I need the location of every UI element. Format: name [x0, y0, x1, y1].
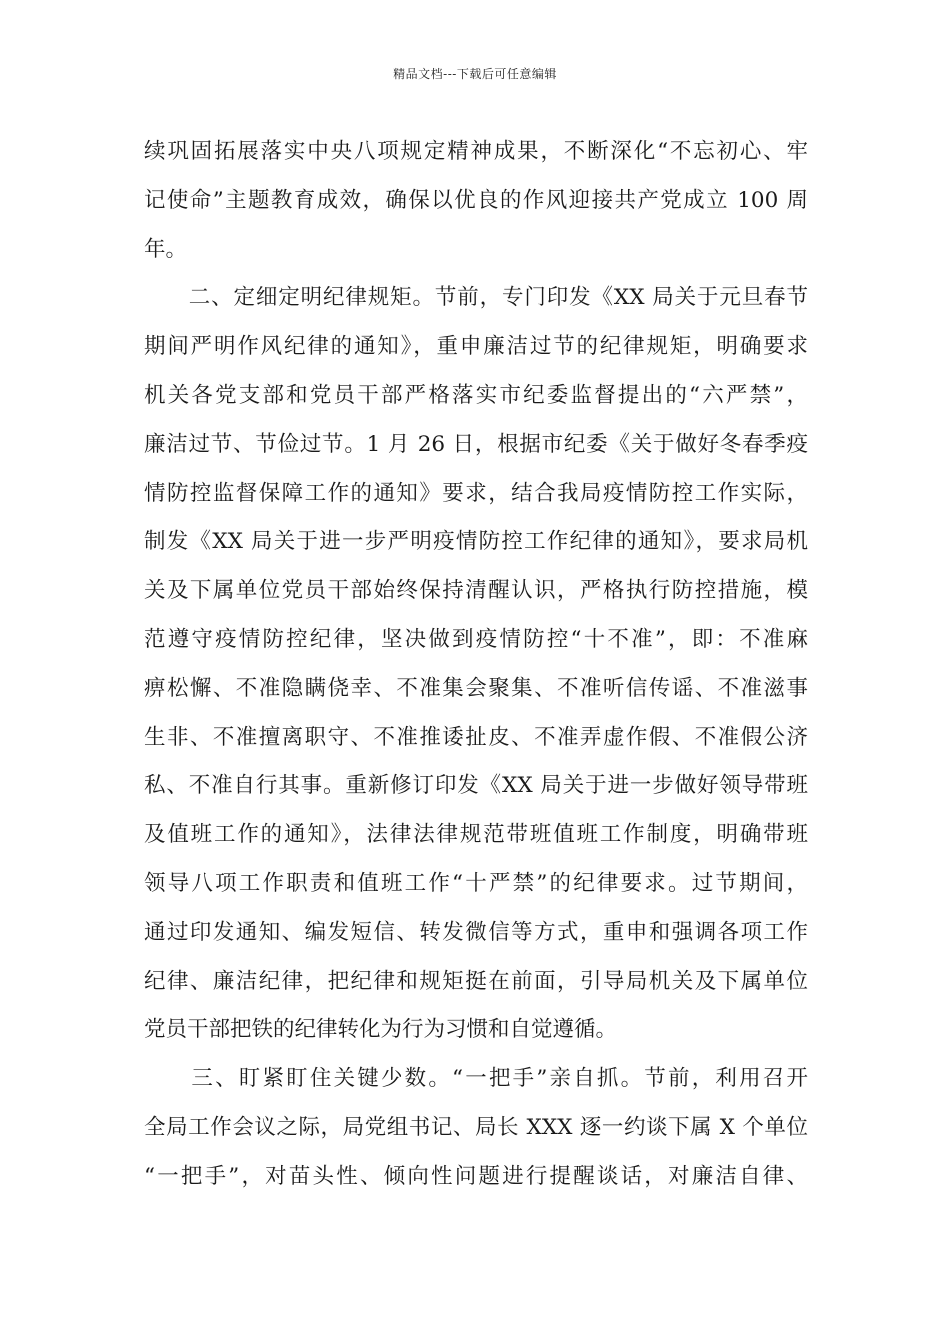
text-line: 三、盯紧盯住关键少数。“一把手”亲自抓。节前，利用召开: [144, 1066, 808, 1092]
text-line: 私、不准自行其事。重新修订印发《XX 局关于进一步做好领导带班: [144, 773, 808, 799]
text-line: 情防控监督保障工作的通知》要求，结合我局疫情防控工作实际，: [144, 480, 808, 506]
text-line: 及值班工作的通知》，法律法律规范带班值班工作制度，明确带班: [144, 822, 808, 848]
text-line: 二、定细定明纪律规矩。节前，专门印发《XX 局关于元旦春节: [144, 285, 808, 311]
text-line: 廉洁过节、节俭过节。1 月 26 日，根据市纪委《关于做好冬春季疫: [144, 431, 808, 457]
text-line: 年。: [144, 236, 188, 262]
text-line: 纪律、廉洁纪律，把纪律和规矩挺在前面，引导局机关及下属单位: [144, 968, 808, 994]
text-line: “一把手”，对苗头性、倾向性问题进行提醒谈话，对廉洁自律、: [144, 1163, 808, 1189]
text-line: 关及下属单位党员干部始终保持清醒认识，严格执行防控措施，模: [144, 578, 808, 604]
text-line: 通过印发通知、编发短信、转发微信等方式，重申和强调各项工作: [144, 919, 808, 945]
page-header: 精品文档---下载后可任意编辑: [393, 67, 557, 81]
text-line: 痹松懈、不准隐瞒侥幸、不准集会聚集、不准听信传谣、不准滋事: [144, 675, 808, 701]
text-line: 期间严明作风纪律的通知》，重申廉洁过节的纪律规矩，明确要求: [144, 334, 808, 360]
text-line: 机关各党支部和党员干部严格落实市纪委监督提出的“六严禁”，: [144, 382, 808, 408]
text-line: 制发《XX 局关于进一步严明疫情防控工作纪律的通知》，要求局机: [144, 529, 808, 555]
text-line: 党员干部把铁的纪律转化为行为习惯和自觉遵循。: [144, 1017, 618, 1043]
text-line: 记使命”主题教育成效，确保以优良的作风迎接共产党成立 100 周: [144, 187, 808, 213]
text-line: 全局工作会议之际，局党组书记、局长 XXX 逐一约谈下属 X 个单位: [144, 1114, 808, 1140]
text-line: 生非、不准擅离职守、不准推诿扯皮、不准弄虚作假、不准假公济: [144, 724, 808, 750]
text-line: 续巩固拓展落实中央八项规定精神成果，不断深化“不忘初心、牢: [144, 139, 808, 164]
text-line: 领导八项工作职责和值班工作“十严禁”的纪律要求。过节期间，: [144, 870, 808, 896]
document-body: [144, 128, 808, 1202]
text-line: 范遵守疫情防控纪律，坚决做到疫情防控“十不准”，即：不准麻: [144, 626, 808, 652]
